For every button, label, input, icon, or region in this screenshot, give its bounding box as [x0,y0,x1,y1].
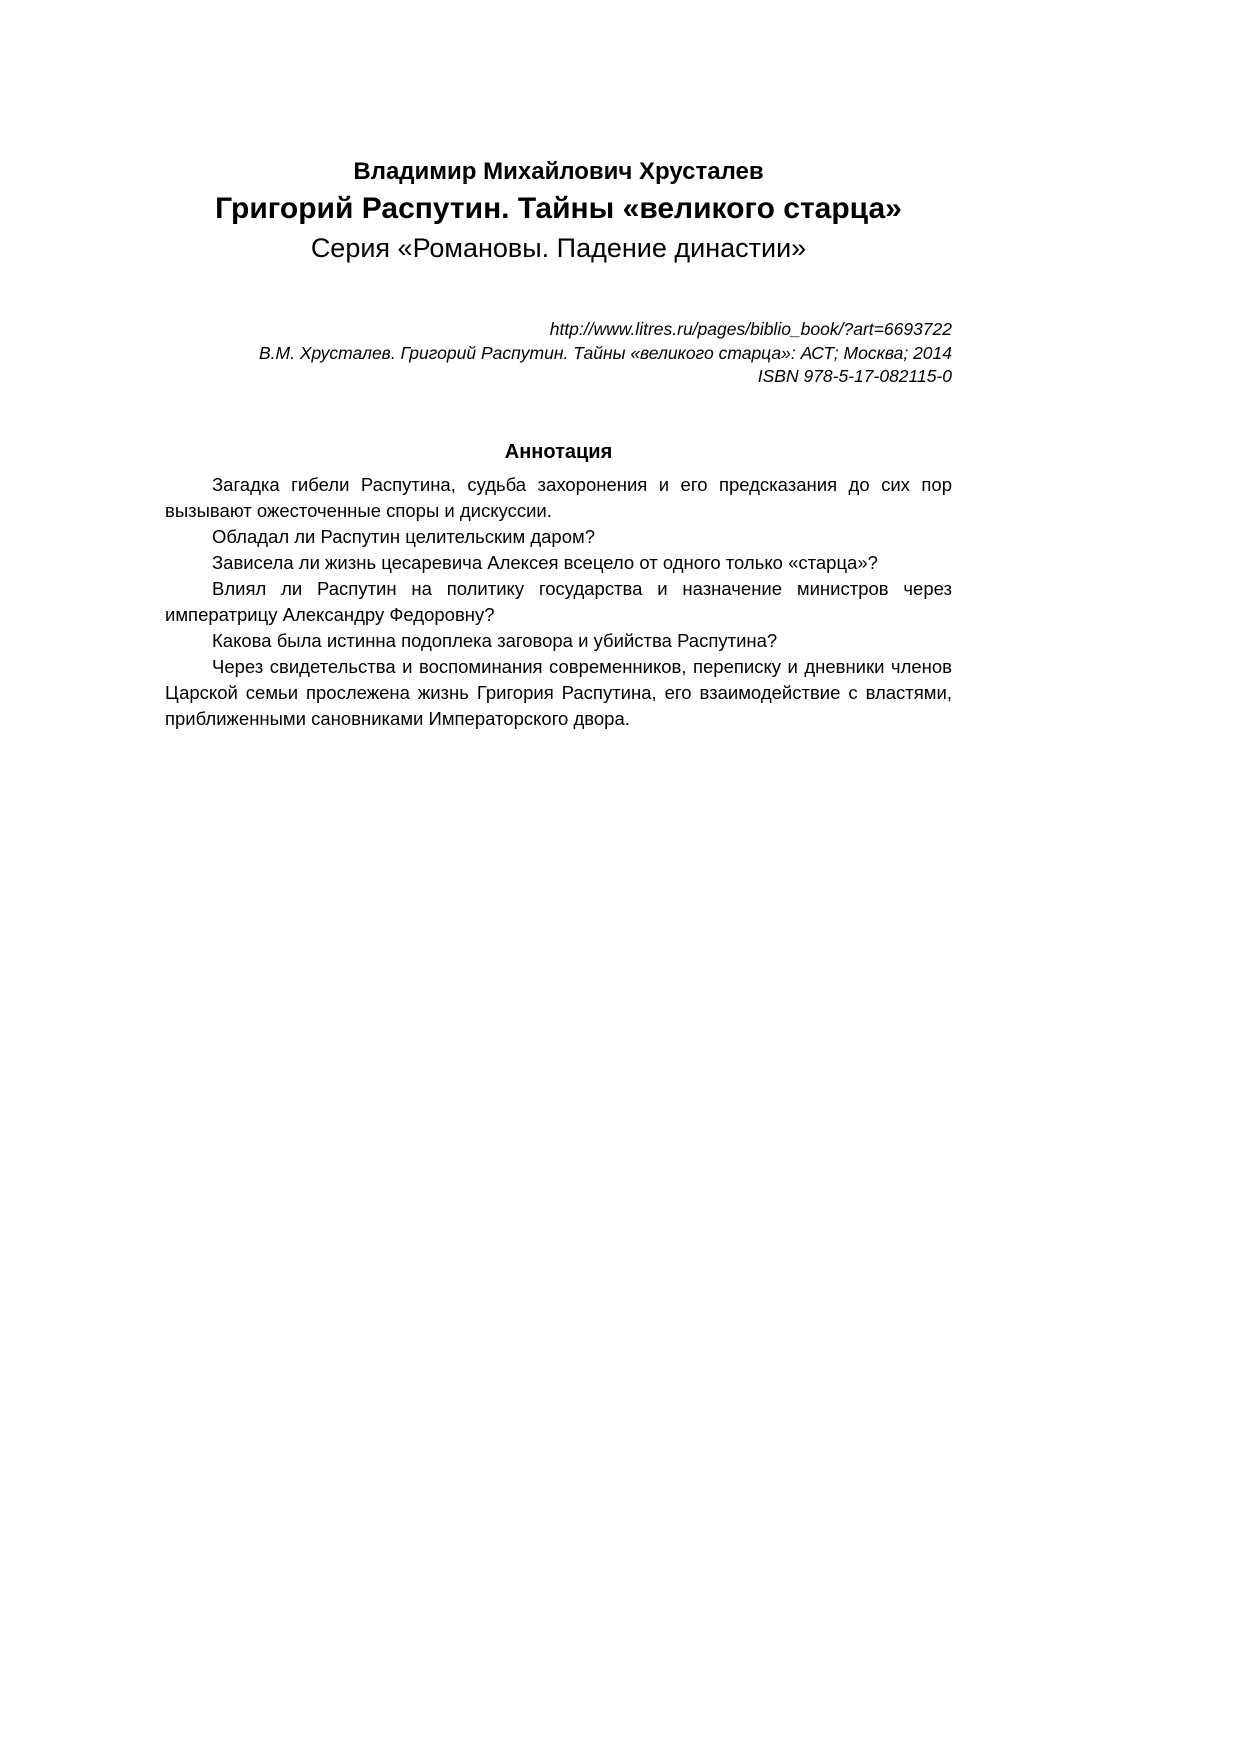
page-content [165,156,952,732]
source-citation: В.М. Хрусталев. Григорий Распутин. Тайны «великого старца»: АСТ; Москва; 2014 [259,342,952,363]
book-author: Владимир Михайлович Хрусталев [353,158,764,185]
annotation-paragraph: Влиял ли Распутин на политику государства и назначение министров через императрицу Александру Федоровну? [165,577,952,625]
source-meta-block [165,318,952,389]
annotation-body [165,472,952,732]
annotation-paragraph: Обладал ли Распутин целительским даром? [212,525,595,547]
annotation-paragraph: Через свидетельства и воспоминания современников, переписку и дневники членов Царской семьи прослежена жизнь Григория Распутина, его взаимодействие с властями, приближенными сановниками Императорского двора. [165,655,952,729]
annotation-paragraph: Какова была истинна подоплека заговора и убийства Распутина? [212,629,778,651]
annotation-paragraph: Загадка гибели Распутина, судьба захоронения и его предсказания до сих пор вызывают ожесточенные споры и дискуссии. [165,473,952,521]
source-url[interactable]: http://www.litres.ru/pages/biblio_book/?art=6693722 [549,319,952,339]
annotation-heading: Аннотация [504,440,613,463]
source-isbn: ISBN 978-5-17-082115-0 [757,366,952,386]
book-series: Серия «Романовы. Падение династии» [310,233,807,263]
annotation-paragraph: Зависела ли жизнь цесаревича Алексея всецело от одного только «старца»? [212,551,878,573]
book-title: Григорий Распутин. Тайны «великого старца» [215,192,902,225]
